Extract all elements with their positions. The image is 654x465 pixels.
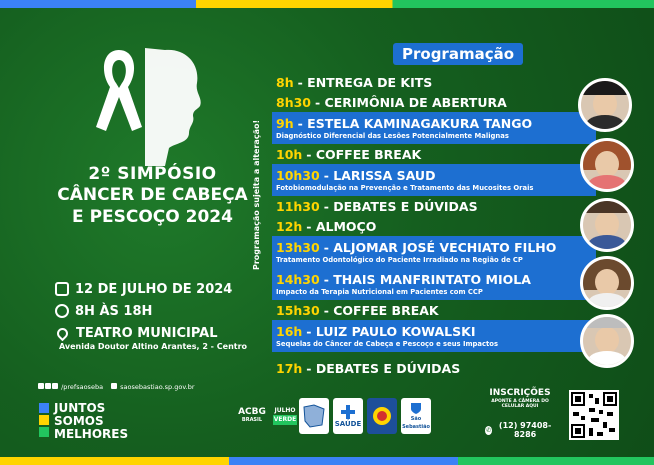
schedule-time: 13h30 (276, 240, 320, 255)
schedule-time: 11h30 (276, 198, 320, 214)
schedule-item (276, 72, 606, 92)
top-color-stripe (0, 0, 654, 8)
schedule-time: 12h (276, 218, 303, 234)
schedule-item (276, 216, 606, 236)
slogan-text (54, 402, 128, 441)
schedule-item (276, 300, 606, 320)
clock-icon (55, 304, 69, 318)
event-title (45, 164, 260, 228)
whatsapp-icon: ✆ (486, 426, 492, 434)
event-address: Avenida Doutor Altino Arantes, 2 - Centro (59, 342, 248, 351)
schedule-label: - DEBATES E DÚVIDAS (323, 198, 478, 214)
emblem-icon (371, 405, 393, 427)
schedule-subtitle: Diagnóstico Diferencial das Lesões Potencialmente Malignas (276, 132, 509, 140)
schedule-subtitle: Sequelas do Câncer de Cabeça e Pescoço e seus Impactos (276, 340, 499, 348)
title-line-2: CÂNCER DE CABEÇA (57, 185, 248, 205)
avatar-hair (583, 201, 631, 213)
schedule-subtitle: Fotobiomodulação na Prevenção e Tratamento das Mucosites Orais (276, 184, 534, 192)
schedule-label: - ENTREGA DE KITS (297, 74, 433, 90)
event-date: 12 DE JULHO DE 2024 (75, 281, 233, 297)
registration-title: INSCRIÇÕES (489, 388, 551, 398)
location-pin-icon (55, 325, 71, 341)
slogan-line-1: JUNTOS (54, 401, 106, 415)
schedule-time: 17h (276, 360, 303, 376)
schedule-time: 8h (276, 74, 294, 90)
partner-logos (233, 396, 431, 436)
avatar-hair (581, 81, 629, 95)
schedule-label: - ALJOMAR JOSÉ VECHIATO FILHO (323, 240, 557, 255)
saude-logo (333, 398, 363, 434)
schedule-item (276, 144, 606, 164)
qr-code-icon[interactable] (569, 390, 619, 440)
speaker-avatar (580, 138, 634, 192)
website-url: saosebastiao.sp.gov.br (120, 383, 195, 391)
sao-sebastiao-logo-text: São Sebastião (402, 416, 430, 430)
slogan-logo (38, 402, 128, 441)
registration-block (485, 388, 555, 439)
event-info (55, 278, 247, 351)
website-link[interactable] (111, 383, 194, 391)
schedule-item-highlighted (272, 268, 596, 300)
event-venue: TEATRO MUNICIPAL (76, 325, 218, 341)
awareness-ribbon-icon (92, 45, 147, 135)
phone-number: (12) 97408-8286 (498, 421, 552, 439)
schedule-time: 10h (276, 146, 303, 162)
slogan-squares (38, 402, 50, 438)
city-crest-icon (409, 401, 423, 415)
avatar-face (595, 327, 619, 353)
schedule-time: 16h (276, 324, 303, 339)
schedule-item-highlighted (272, 320, 596, 352)
speaker-avatar (580, 256, 634, 310)
schedule-item-highlighted (272, 112, 596, 144)
instagram-icon (45, 383, 51, 389)
schedule-time: 15h30 (276, 302, 320, 318)
avatar-face (595, 269, 619, 295)
venue-row (55, 322, 247, 344)
registration-subtitle: APONTE A CÂMERA DO CELULAR AQUI (491, 399, 549, 409)
avatar-hair (583, 317, 631, 328)
anniversary-logo (367, 398, 397, 434)
schedule-label: - ESTELA KAMINAGAKURA TANGO (297, 116, 533, 131)
map-logo (299, 398, 329, 434)
date-row (55, 278, 247, 300)
calendar-icon (55, 282, 69, 296)
program-schedule (276, 72, 606, 378)
avatar-face (595, 151, 619, 177)
schedule-label: - COFFEE BREAK (323, 302, 439, 318)
saude-logo-text: SAÚDE (334, 420, 362, 428)
speaker-avatar (580, 198, 634, 252)
phone-contact[interactable] (485, 421, 555, 439)
social-links (38, 383, 195, 391)
bottom-color-stripe (0, 457, 654, 465)
schedule-disclaimer: Programação sujeita a alteração! (252, 119, 261, 270)
youtube-icon (52, 383, 58, 389)
title-line-3: E PESCOÇO 2024 (72, 207, 233, 227)
slogan-line-3: MELHORES (54, 427, 129, 441)
schedule-label: - THAIS MANFRINTATO MIOLA (323, 272, 531, 287)
social-handle: /prefsaoseba (61, 383, 104, 391)
schedule-subtitle: Impacto da Terapia Nutricional em Pacientes com CCP (276, 288, 483, 296)
schedule-item (276, 196, 606, 216)
title-line-1: 2º SIMPÓSIO (88, 164, 217, 184)
schedule-item (276, 92, 606, 112)
slogan-square (39, 403, 49, 413)
globe-icon (111, 383, 117, 389)
sao-sebastiao-logo (401, 398, 431, 434)
julho-verde-text-1: JULHO (274, 407, 296, 414)
schedule-label: - COFFEE BREAK (306, 146, 422, 162)
schedule-item-highlighted (272, 236, 596, 268)
face-silhouette-icon (145, 48, 205, 168)
schedule-time: 10h30 (276, 168, 320, 183)
schedule-subtitle: Tratamento Odontológico do Paciente Irradiado na Região de CP (276, 256, 523, 264)
speaker-avatar (578, 78, 632, 132)
julho-verde-text-2: VERDE (273, 416, 297, 423)
schedule-label: - ALMOÇO (306, 218, 377, 234)
schedule-time: 8h30 (276, 94, 311, 110)
social-handle-link[interactable] (38, 383, 103, 391)
map-icon (302, 403, 326, 429)
acbg-logo-subtext: BRASIL (241, 417, 263, 423)
acbg-logo-text: ACBG (238, 407, 266, 417)
schedule-item (276, 358, 606, 378)
schedule-label: - LARISSA SAUD (323, 168, 436, 183)
schedule-label: - LUIZ PAULO KOWALSKI (306, 324, 476, 339)
julho-verde-logo (275, 396, 295, 436)
schedule-label: - CERIMÔNIA DE ABERTURA (315, 94, 507, 110)
speaker-avatar (580, 314, 634, 368)
schedule-item-highlighted (272, 164, 596, 196)
acbg-logo (233, 397, 271, 435)
event-hours: 8H ÀS 18H (75, 303, 153, 319)
health-cross-icon (340, 404, 356, 420)
schedule-time: 9h (276, 116, 294, 131)
slogan-line-2: SOMOS (54, 414, 104, 428)
schedule-time: 14h30 (276, 272, 320, 287)
program-header: Programação (393, 43, 523, 65)
schedule-label: - DEBATES E DÚVIDAS (306, 360, 461, 376)
slogan-square (39, 415, 49, 425)
avatar-face (595, 211, 619, 237)
slogan-square (39, 427, 49, 437)
hours-row (55, 300, 247, 322)
facebook-icon (38, 383, 44, 389)
